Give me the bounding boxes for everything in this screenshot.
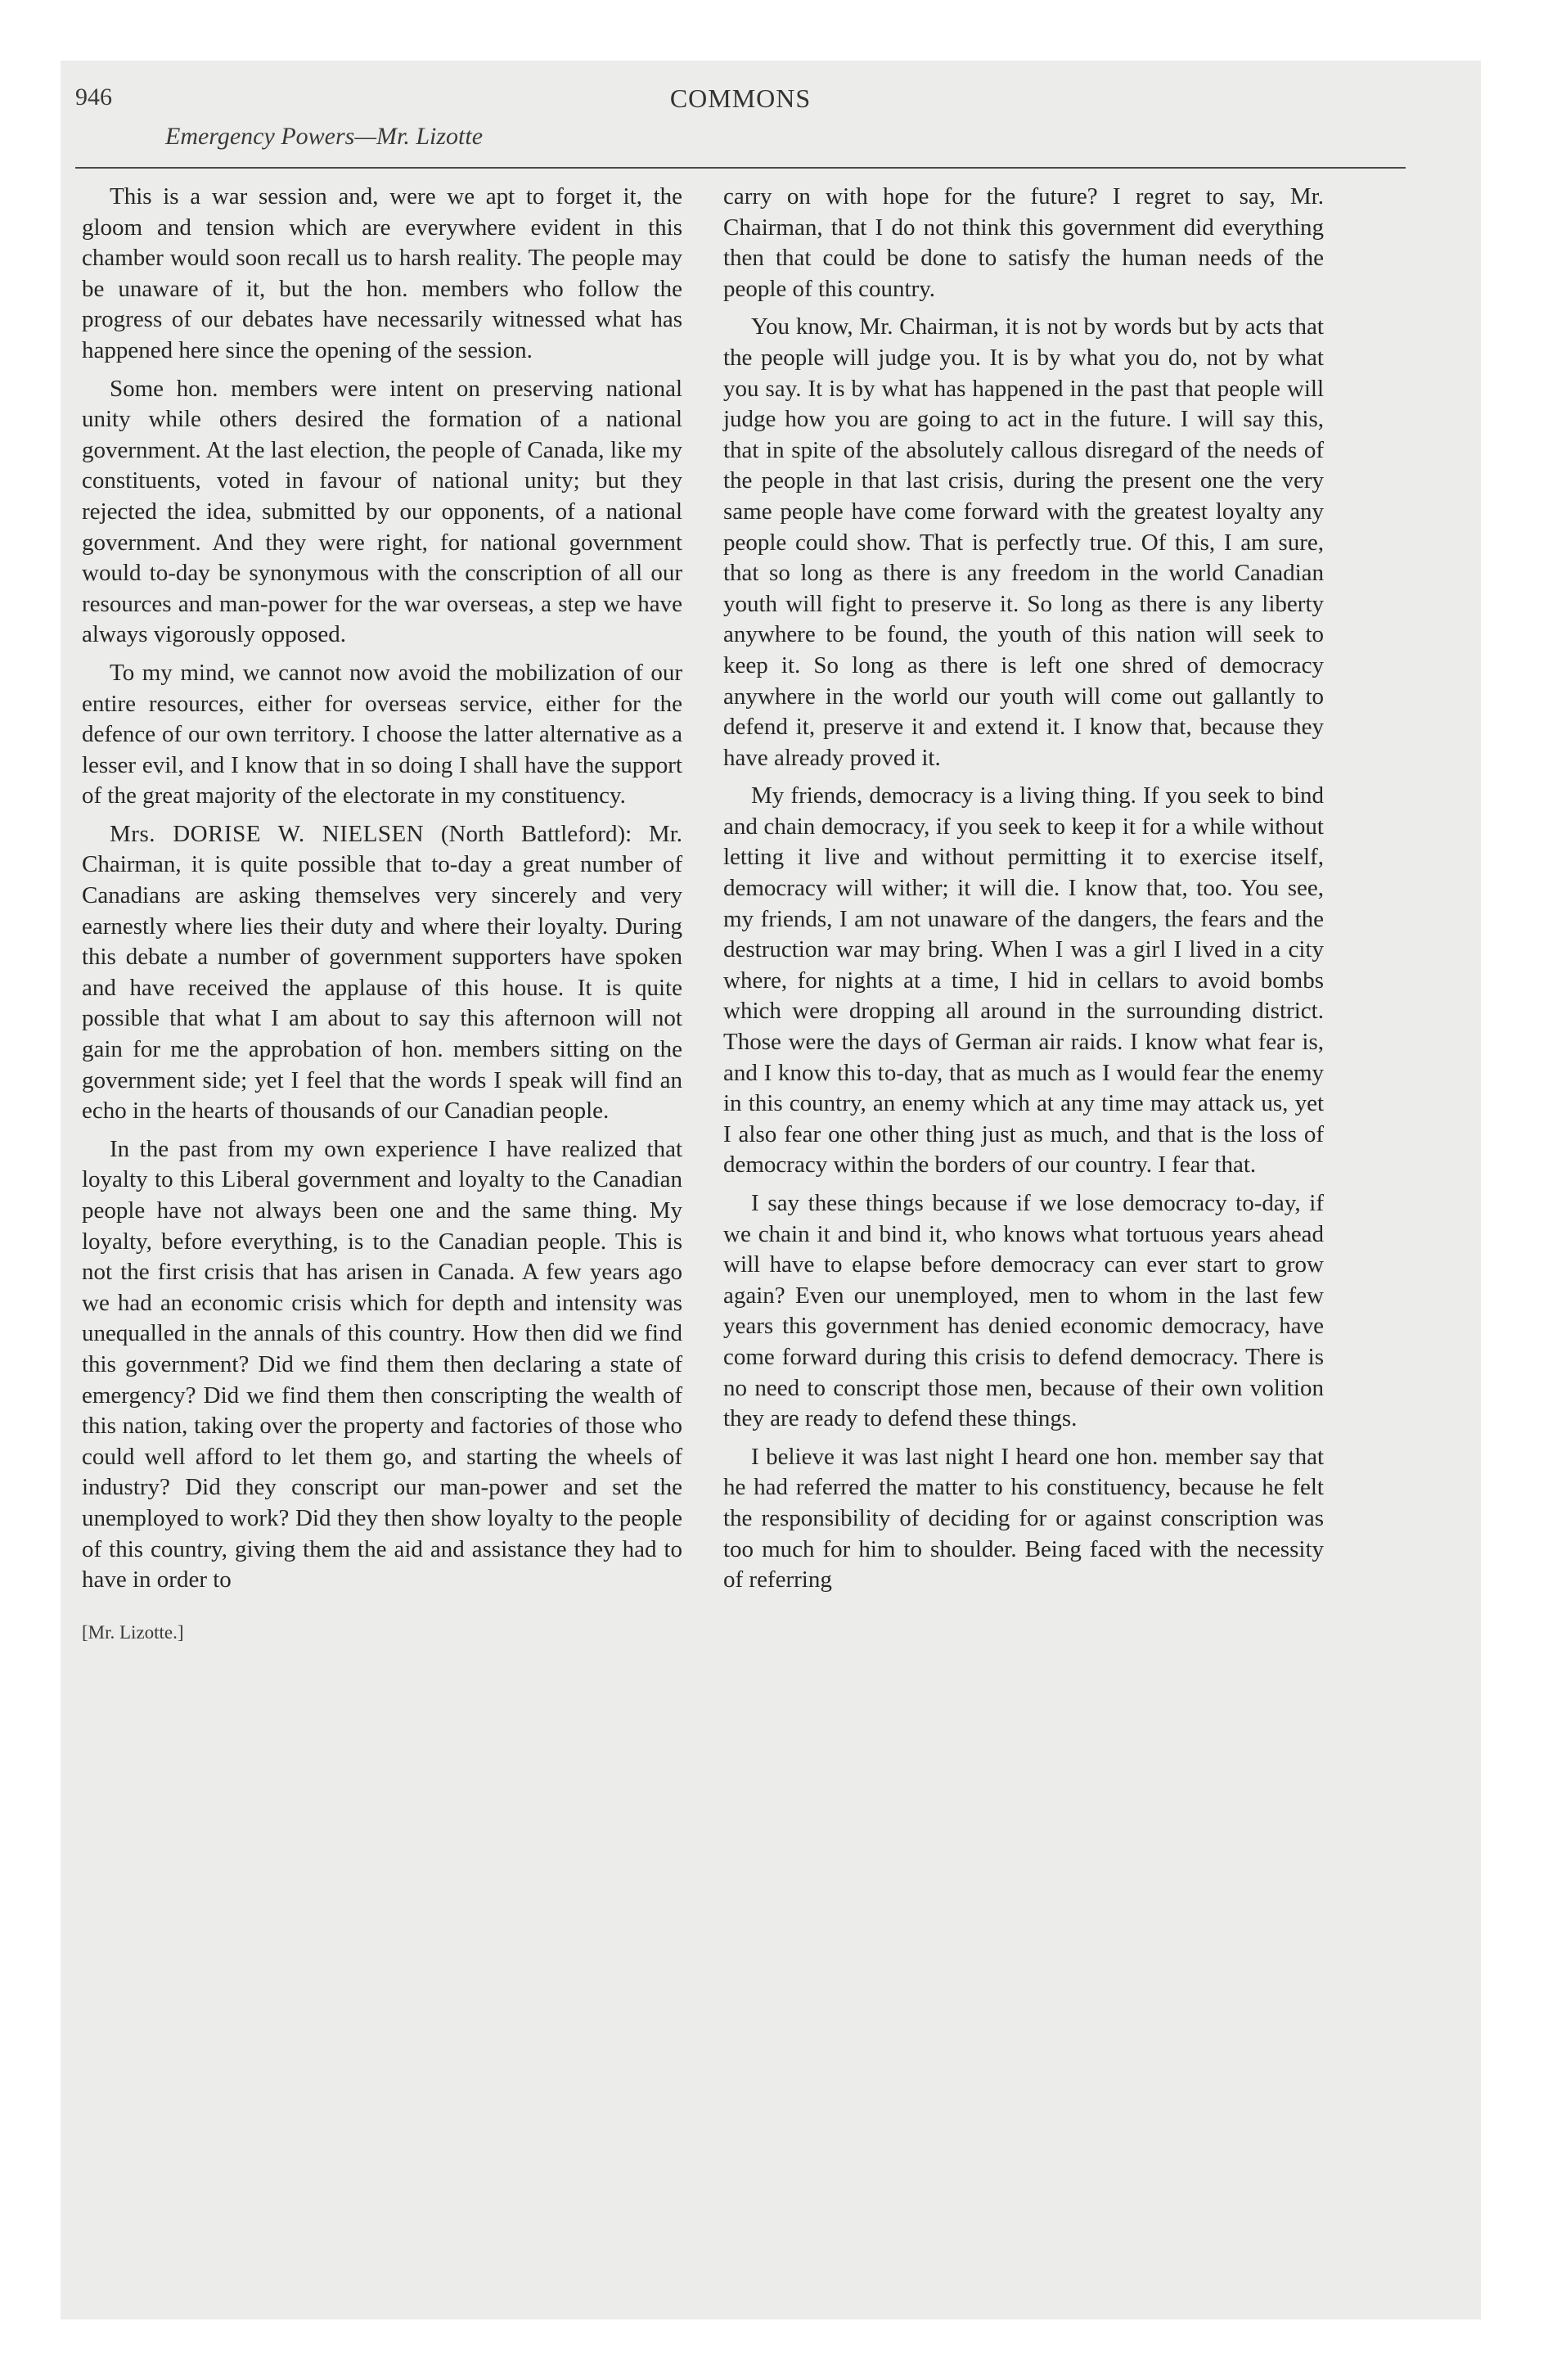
right-column (723, 182, 1324, 1603)
paragraph: I believe it was last night I heard one hon. member say that he had referred the matter to his constituency, because he felt the responsibility of deciding for or against conscription was too much for him to shoulder. Being faced with the necessity of referring (723, 1443, 1324, 1593)
footnote: [Mr. Lizotte.] (82, 1622, 184, 1643)
paragraph: You know, Mr. Chairman, it is not by words but by acts that the people will judge you. It is by what you do, not by what you say. It is by what has happened in the past that people will judge how you are going to act in the future. I will say this, that in spite of the absolutely callous disregard of the needs of the people in that last crisis, during the present one the very same people have come forward with the greatest loyalty any people could show. That is perfectly true. Of this, I am sure, that so long as there is any freedom in the world Canadian youth will fight to preserve it. So long as there is any liberty anywhere to be found, the youth of this nation will seek to keep it. So long as there is left one shred of democracy anywhere in the world our youth will come out gallantly to defend it, preserve it and extend it. I know that, because they have already proved it. (723, 313, 1324, 771)
page-number: 946 (75, 83, 112, 110)
left-column (82, 182, 682, 1603)
paragraph: I say these things because if we lose democracy to-day, if we chain it and bind it, who knows what tortuous years ahead will have to elapse before democracy can ever start to grow again? Even our unemployed, men to whom in the last few years this government has denied economic democracy, have come forward during this crisis to defend democracy. There is no need to conscript those men, because of their own volition they are ready to defend these things. (723, 1190, 1324, 1432)
paragraph: In the past from my own experience I have realized that loyalty to this Liberal government and loyalty to the Canadian people have not always been one and the same thing. My loyalty, before everything, is to the Canadian people. This is not the first crisis that has arisen in Canada. A few years ago we had an economic crisis which for depth and intensity was unequalled in the annals of this country. How then did we find this government? Did we find them then declaring a state of emergency? Did we find them then conscripting the wealth of this nation, taking over the property and factories of those who could well afford to let them go, and starting the wheels of industry? Did they conscript our man-power and set the unemployed to work? Did they then show loyalty to the people of this country, giving them the aid and assistance they had to have in order to (82, 1135, 682, 1593)
paragraph-continued: carry on with hope for the future? I regret to say, Mr. Chairman, that I do not think this government did everything then that could be done to satisfy the human needs of the people of this country. (723, 183, 1324, 302)
speaker-paragraph (82, 819, 682, 1127)
paragraph: Some hon. members were intent on preserving national unity while others desired the formation of a national government. At the last election, the people of Canada, like my constituents, voted in favour of national unity; but they rejected the idea, submitted by our opponents, of a national government. And they were right, for national government would to-day be synonymous with the conscription of all our resources and man-power for the war overseas, a step we have always vigorously opposed. (82, 375, 682, 648)
header-rule (75, 167, 1406, 169)
paragraph: To my mind, we cannot now avoid the mobilization of our entire resources, either for overseas service, either for the defence of our own territory. I choose the latter alternative as a lesser evil, and I know that in so doing I shall have the support of the great majority of the electorate in my constituency. (82, 659, 682, 809)
paragraph: My friends, democracy is a living thing. If you seek to bind and chain democracy, if you seek to keep it for a while without letting it live and without permitting it to exercise itself, democracy will wither; it will die. I know that, too. You see, my friends, I am not unaware of the dangers, the fears and the destruction war may bring. When I was a girl I lived in a city where, for nights at a time, I hid in cellars to avoid bombs which were dropping all around in the surrounding district. Those were the days of German air raids. I know what fear is, and I know this to-day, that as much as I would fear the enemy in this country, an enemy which at any time may attack us, yet I also fear one other thing just as much, and that is the loss of democracy within the borders of our country. I fear that. (723, 782, 1324, 1179)
running-subtitle: Emergency Powers—Mr. Lizotte (165, 123, 484, 150)
speaker-text: (North Battleford): Mr. Chairman, it is quite possible that to-day a great number of Canadians are asking themselves very sincerely and very earnestly where lies their duty and where their loyalty. During this debate a number of government supporters have spoken and have received the applause of this house. It is quite possible that what I am about to say this afternoon will not gain for me the approbation of hon. members sitting on the government side; yet I feel that the words I speak will find an echo in the hearts of thousands of our Canadian people. (82, 820, 682, 1125)
running-title: COMMONS (669, 83, 812, 113)
paragraph: This is a war session and, were we apt to forget it, the gloom and tension which are everywhere evident in this chamber would soon recall us to harsh reality. The people may be unaware of it, but the hon. members who follow the progress of our debates have necessarily witnessed what has happened here since the opening of the session. (82, 183, 682, 363)
speaker-name: Mrs. DORISE W. NIELSEN (110, 820, 425, 847)
